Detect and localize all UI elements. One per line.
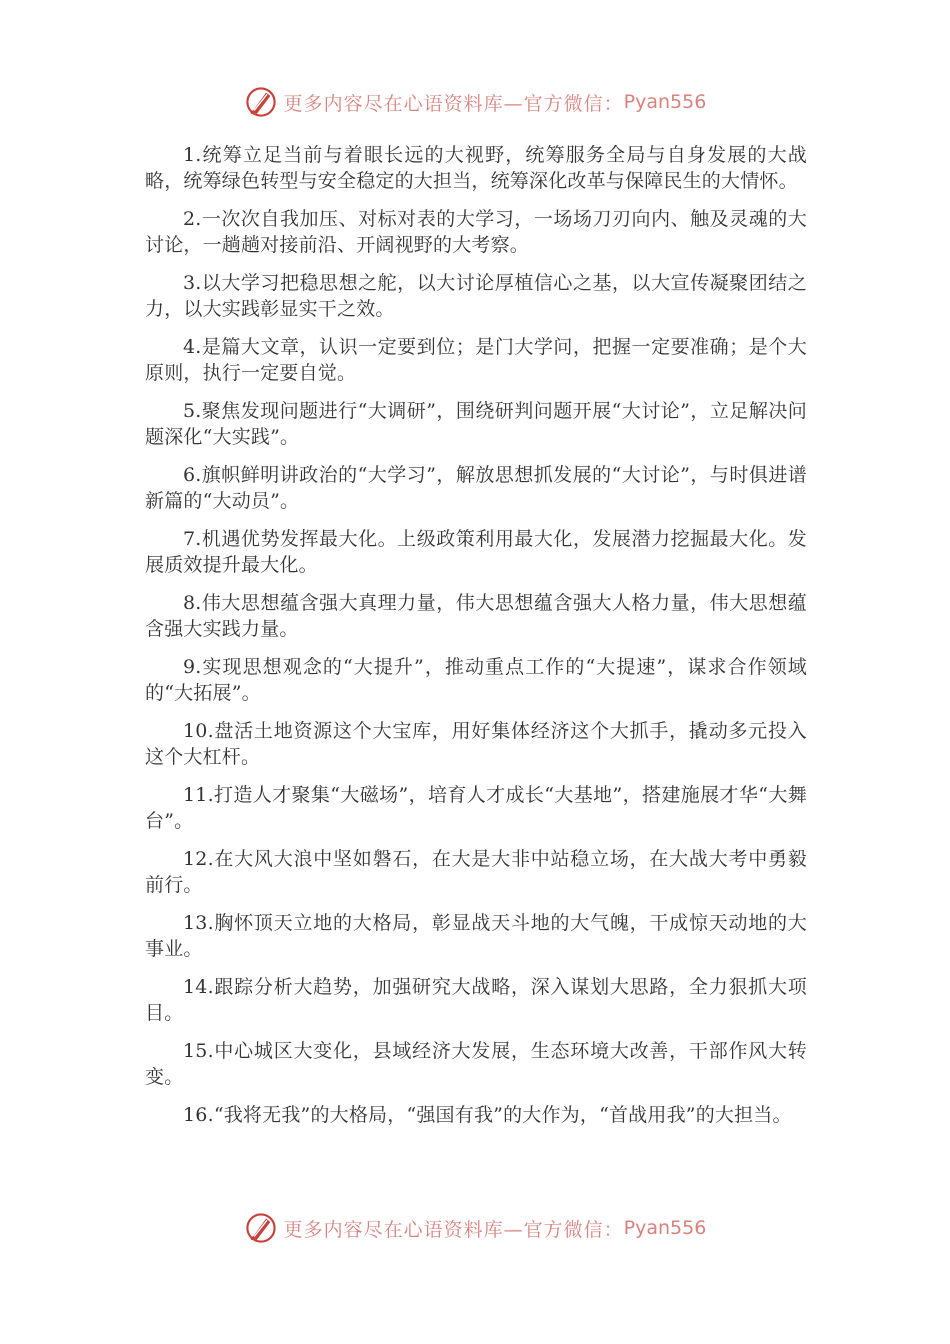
- paragraph-6: 6.旗帜鲜明讲政治的“大学习”，解放思想抓发展的“大讨论”，与时俱进谱新篇的“大动员”。: [145, 464, 807, 512]
- watermark-text: 更多内容尽在心语资料库—官方微信：: [283, 1218, 624, 1241]
- header-watermark: [0, 82, 950, 122]
- paragraph-3: 3.以大学习把稳思想之舵，以大讨论厚植信心之基，以大宣传凝聚团结之力，以大实践彰显实干之效。: [145, 272, 807, 320]
- paragraph-4: 4.是篇大文章，认识一定要到位；是门大学问，把握一定要准确；是个大原则，执行一定要自觉。: [145, 336, 807, 384]
- watermark-wechat-id: Pyan556: [623, 91, 707, 113]
- paragraph-13: 13.胸怀顶天立地的大格局，彰显战天斗地的大气魄，干成惊天动地的大事业。: [145, 912, 807, 960]
- paragraph-10: 10.盘活土地资源这个大宝库，用好集体经济这个大抓手，撬动多元投入这个大杠杆。: [145, 720, 807, 768]
- paragraph-16: 16.“我将无我”的大格局，“强国有我”的大作为，“首战用我”的大担当。: [183, 1104, 792, 1126]
- paragraph-14: 14.跟踪分析大趋势，加强研究大战略，深入谋划大思路，全力狠抓大项目。: [145, 976, 807, 1024]
- paragraph-11: 11.打造人才聚集“大磁场”，培育人才成长“大基地”，搭建施展才华“大舞台”。: [145, 784, 807, 832]
- paragraph-7: 7.机遇优势发挥最大化。上级政策利用最大化，发展潜力挖掘最大化。发展质效提升最大化。: [145, 528, 807, 576]
- footer-watermark: [0, 1208, 950, 1248]
- paragraph-15: 15.中心城区大变化，县域经济大发展，生态环境大改善，干部作风大转变。: [145, 1040, 807, 1088]
- paragraph-1: 1.统筹立足当前与着眼长远的大视野，统筹服务全局与自身发展的大战略，统筹绿色转型与安全稳定的大担当，统筹深化改革与保障民生的大情怀。: [145, 144, 807, 192]
- watermark-text: 更多内容尽在心语资料库—官方微信：: [283, 92, 624, 115]
- pen-nib-logo-icon: [244, 85, 278, 119]
- pen-nib-logo-icon: [244, 1211, 278, 1245]
- paragraph-8: 8.伟大思想蕴含强大真理力量，伟大思想蕴含强大人格力量，伟大思想蕴含强大实践力量。: [145, 592, 807, 640]
- paragraph-2: 2.一次次自我加压、对标对表的大学习，一场场刀刃向内、触及灵魂的大讨论，一趟趟对接前沿、开阔视野的大考察。: [145, 208, 807, 256]
- paragraph-5: 5.聚焦发现问题进行“大调研”，围绕研判问题开展“大讨论”，立足解决问题深化“大实践”。: [145, 400, 807, 448]
- paragraph-12: 12.在大风大浪中坚如磐石，在大是大非中站稳立场，在大战大考中勇毅前行。: [145, 848, 807, 896]
- watermark-wechat-id: Pyan556: [623, 1217, 707, 1239]
- paragraph-9: 9.实现思想观念的“大提升”，推动重点工作的“大提速”，谋求合作领域的“大拓展”。: [145, 656, 807, 704]
- document-body: [145, 143, 807, 1142]
